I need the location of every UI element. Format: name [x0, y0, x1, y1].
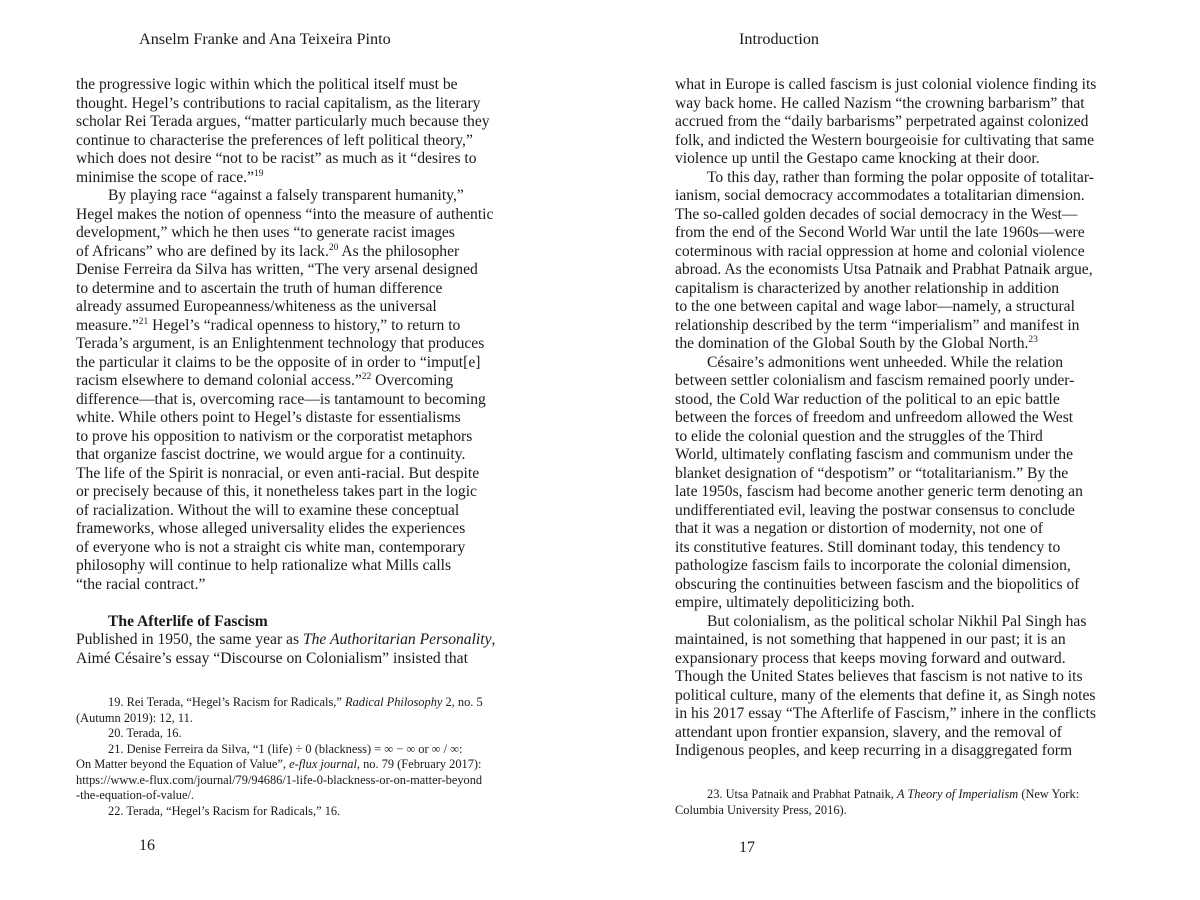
text-line: already assumed Europeanness/whiteness as the universal: [76, 298, 437, 315]
text-line: maintained, is not something that happened in our past; it is an: [675, 631, 1066, 648]
text-line: Indigenous peoples, and keep recurring in a disaggregated form: [675, 742, 1073, 759]
text-line: of Africans” who are defined by its lack.$^{20}$ As the philosopher: [76, 242, 460, 260]
text-line: Denise Ferreira da Silva has written, “The very arsenal designed: [76, 261, 478, 278]
text-line: to determine and to ascertain the truth of human difference: [76, 279, 443, 297]
text-line: to the one between capital and wage labor—namely, a structural: [675, 298, 1075, 315]
text-line: late 1950s, fascism had become another generic term denoting an: [675, 483, 1083, 500]
text-line: pathologize fascism fails to incorporate the colonial dimension,: [675, 557, 1071, 574]
text-line: the progressive logic within which the political itself must be: [76, 76, 458, 93]
text-line: The so-called golden decades of social democracy in the West—: [675, 205, 1078, 223]
right-page: [675, 0, 1155, 900]
text-line: abroad. As the economists Utsa Patnaik and Prabhat Patnaik argue,: [675, 261, 1093, 278]
text-line: political culture, many of the elements that define it, as Singh notes: [675, 686, 1096, 704]
footnote-19-cont: (Autumn 2019): 12, 11.: [76, 710, 193, 725]
text-line: minimise the scope of race.”$^{19}$: [76, 168, 264, 186]
footnote-ref-19[interactable]: 19: [253, 168, 264, 179]
text-line: World, ultimately conflating fascism and communism under the: [675, 446, 1074, 463]
footnote-20: 20. Terada, 16.: [108, 726, 182, 740]
text-line: what in Europe is called fascism is just colonial violence finding its: [675, 76, 1097, 93]
text-line: to prove his opposition to nativism or the corporatist metaphors: [76, 427, 473, 445]
text-line: or precisely because of this, it nonetheless takes part in the logic: [76, 483, 477, 500]
text-line: of everyone who is not a straight cis white man, contemporary: [76, 538, 466, 556]
text-line: frameworks, whose alleged universality elides the experiences: [76, 520, 466, 537]
text-line: The life of the Spirit is nonracial, or even anti-racial. But despite: [76, 464, 480, 482]
running-head-chapter: Introduction: [739, 30, 820, 48]
text-line: its constitutive features. Still dominant today, this tendency to: [675, 538, 1061, 556]
text-line: development,” which he then uses “to generate racist images: [76, 224, 455, 241]
text-line: which does not desire “not to be racist” as much as it “desires to: [76, 150, 477, 167]
text-line: scholar Rei Terada argues, “matter particularly much because they: [76, 113, 490, 130]
text-line: “the racial contract.”: [76, 575, 206, 593]
footnote-ref-23[interactable]: 23: [1028, 335, 1038, 345]
left-body-text: [76, 76, 556, 668]
text-line: empire, ultimately depoliticizing both.: [675, 594, 915, 611]
paragraph-start: By playing race “against a falsely transparent humanity,”: [108, 187, 464, 204]
text-line: obscuring the continuities between fascism and the biopolitics of: [675, 575, 1080, 593]
paragraph-start: To this day, rather than forming the polar opposite of totalitar-: [707, 168, 1094, 186]
text-line: to elide the colonial question and the struggles of the Third: [675, 427, 1043, 445]
text-line: the particular it claims to be the opposite of in order to “imput[e]: [76, 353, 481, 371]
footnote-21-url-cont[interactable]: -the-equation-of-value/.: [76, 788, 195, 802]
text-line: Aimé Césaire’s essay “Discourse on Colonialism” insisted that: [76, 649, 468, 667]
footnote-ref-20[interactable]: 20: [328, 242, 339, 253]
text-line: undifferentiated evil, leaving the postwar consensus to conclude: [675, 501, 1075, 519]
section-spacer: [76, 594, 556, 613]
text-line: attendant upon frontier expansion, slavery, and the removal of: [675, 723, 1062, 741]
text-line: between settler colonialism and fascism remained poorly under-: [675, 372, 1075, 389]
footnote-23: 23. Utsa Patnaik and Prabhat Patnaik, A Theory of Imperialism (New York:: [707, 787, 1080, 801]
text-line: Though the United States believes that fascism is not native to its: [675, 668, 1083, 685]
text-line: expansionary process that keeps moving forward and outward.: [675, 649, 1066, 667]
paragraph-start: But colonialism, as the political scholar Nikhil Pal Singh has: [707, 612, 1087, 630]
left-page: [76, 0, 556, 900]
text-line: from the end of the Second World War until the late 1960s—were: [675, 224, 1085, 241]
text-line: thought. Hegel’s contributions to racial capitalism, as the literary: [76, 94, 481, 112]
text-line: that it was a negation or distortion of modernity, not one of: [675, 520, 1043, 537]
text-line: Terada’s argument, is an Enlightenment technology that produces: [76, 335, 485, 352]
text-line: philosophy will continue to help rationalize what Mills calls: [76, 557, 452, 574]
footnote-19: 19. Rei Terada, “Hegel’s Racism for Radicals,” Radical Philosophy 2, no. 5: [108, 695, 483, 709]
text-line: way back home. He called Nazism “the crowning barbarism” that: [675, 94, 1085, 112]
text-line: white. While others point to Hegel’s distaste for essentialisms: [76, 409, 461, 426]
text-line: that organize fascist doctrine, we would argue for a continuity.: [76, 446, 466, 463]
right-body-text: [675, 76, 1155, 761]
text-line: capitalism is characterized by another relationship in addition: [675, 279, 1060, 297]
text-line: ianism, social democracy accommodates a totalitarian dimension.: [675, 187, 1085, 204]
text-line: racism elsewhere to demand colonial access.”$^{22}$ Overcoming: [76, 372, 454, 389]
text-line: coterminous with racial oppression at home and colonial violence: [675, 242, 1085, 260]
left-footnotes: [76, 695, 556, 819]
section-heading: The Afterlife of Fascism: [108, 612, 268, 630]
footnote-ref-22[interactable]: 22: [361, 372, 372, 382]
text-line: accrued from the “daily barbarisms” perpetrated against colonized: [675, 113, 1089, 130]
running-head-authors: Anselm Franke and Ana Teixeira Pinto: [139, 30, 391, 48]
footnote-21: 21. Denise Ferreira da Silva, “1 (life) ÷ 0 (blackness) = ∞ − ∞ or ∞ / ∞:: [108, 741, 463, 756]
text-line: difference—that is, overcoming race—is tantamount to becoming: [76, 390, 486, 408]
paragraph-start: Césaire’s admonitions went unheeded. While the relation: [707, 353, 1064, 371]
text-line: stood, the Cold War reduction of the political to an epic battle: [675, 390, 1060, 408]
text-line: continue to characterise the preferences of left political theory,”: [76, 131, 473, 149]
text-line: measure.”$^{21}$ Hegel’s “radical openness to history,” to return to: [76, 316, 461, 334]
text-line: blanket designation of “despotism” or “totalitarianism.” By the: [675, 464, 1069, 482]
footnote-ref-21[interactable]: 21: [138, 316, 149, 327]
text-line: Published in 1950, the same year as The Authoritarian Personality,: [76, 631, 496, 648]
page-number: 17: [739, 839, 755, 856]
footnote-22: 22. Terada, “Hegel’s Racism for Radicals,” 16.: [108, 803, 341, 818]
text-line: the domination of the Global South by the Global North.$^{23}$: [675, 335, 1038, 352]
text-line: relationship described by the term “imperialism” and manifest in: [675, 316, 1080, 334]
text-line: of racialization. Without the will to examine these conceptual: [76, 501, 460, 519]
footnote-21-cont: On Matter beyond the Equation of Value”, e-flux journal, no. 79 (February 2017):: [76, 757, 482, 771]
text-line: between the forces of freedom and unfreedom allowed the West: [675, 409, 1074, 426]
book-title: The Authoritarian Personality: [302, 631, 492, 648]
text-line: Hegel makes the notion of openness “into the measure of authentic: [76, 205, 494, 223]
text-line: violence up until the Gestapo came knocking at their door.: [675, 150, 1040, 167]
footnote-21-url[interactable]: https://www.e-flux.com/journal/79/94686/1-life-0-blackness-or-on-matter-beyond: [76, 772, 483, 787]
footnote-23-cont: Columbia University Press, 2016).: [675, 802, 847, 817]
text-line: in his 2017 essay “The Afterlife of Fascism,” inhere in the conflicts: [675, 705, 1096, 722]
right-footnotes: [675, 787, 1155, 818]
page-number: 16: [139, 837, 155, 854]
text-line: folk, and indicted the Western bourgeoisie for cultivating that same: [675, 131, 1095, 149]
